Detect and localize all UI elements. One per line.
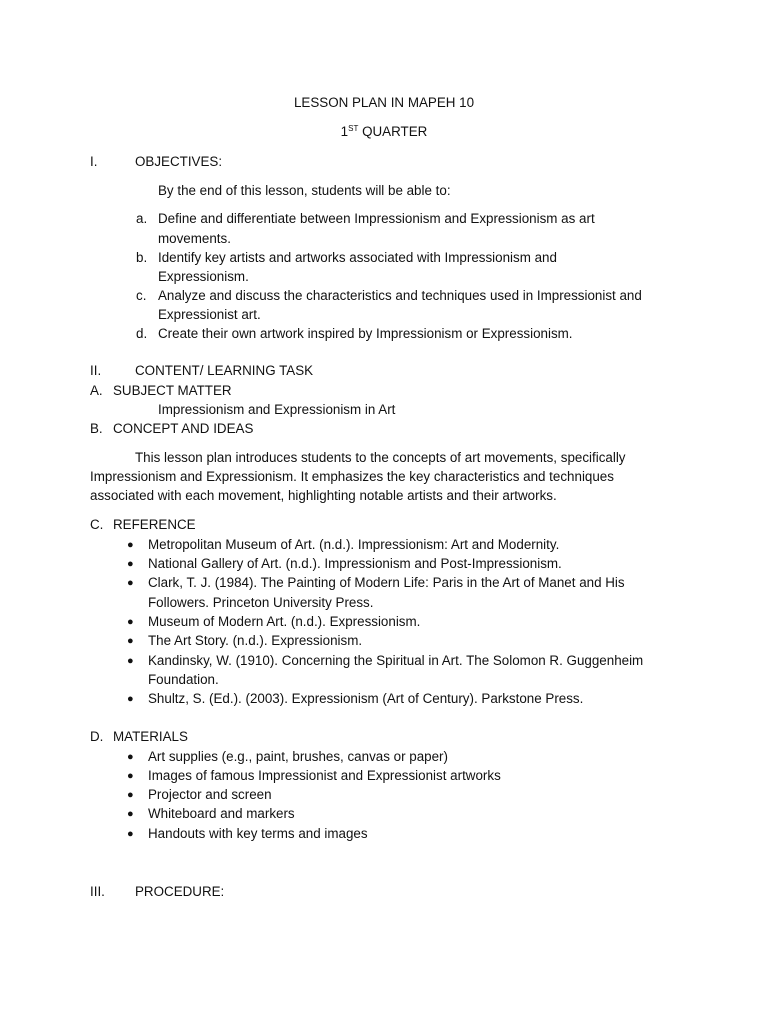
concept-heading: CONCEPT AND IDEAS <box>113 421 254 436</box>
reference-item: Kandinsky, W. (1910). Concerning the Spiritual in Art. The Solomon R. Guggenheim <box>148 653 644 668</box>
reference-item: Metropolitan Museum of Art. (n.d.). Impressionism: Art and Modernity. <box>148 537 560 552</box>
material-item: Art supplies (e.g., paint, brushes, canvas or paper) <box>148 749 448 764</box>
objective-marker: c. <box>136 288 147 303</box>
reference-item: National Gallery of Art. (n.d.). Impressionism and Post-Impressionism. <box>148 556 562 571</box>
materials-marker: D. <box>90 729 104 744</box>
objective-marker: d. <box>136 326 148 341</box>
objective-line: movements. <box>158 231 231 246</box>
bullet-icon: ● <box>127 751 134 763</box>
concept-marker: B. <box>90 421 103 436</box>
objective-line: Create their own artwork inspired by Impressionism or Expressionism. <box>158 326 573 341</box>
objective-line: Expressionism. <box>158 269 249 284</box>
objectives-numeral: I. <box>90 154 98 169</box>
reference-item: Shultz, S. (Ed.). (2003). Expressionism (Art of Century). Parkstone Press. <box>148 691 584 706</box>
subject-marker: A. <box>90 383 103 398</box>
bullet-icon: ● <box>127 655 134 667</box>
material-item: Images of famous Impressionist and Expressionist artworks <box>148 768 501 783</box>
objective-line: Define and differentiate between Impressionism and Expressionism as art <box>158 211 595 226</box>
objective-line: Identify key artists and artworks associated with Impressionism and <box>158 250 557 265</box>
bullet-icon: ● <box>127 828 134 840</box>
reference-item: Museum of Modern Art. (n.d.). Expressionism. <box>148 614 421 629</box>
quarter-heading <box>0 124 768 140</box>
bullet-icon: ● <box>127 789 134 801</box>
objective-line: Expressionist art. <box>158 307 261 322</box>
concept-paragraph-line: Impressionism and Expressionism. It emphasizes the key characteristics and techniques <box>90 469 614 484</box>
bullet-icon: ● <box>127 539 134 551</box>
reference-item-continuation: Followers. Princeton University Press. <box>148 595 374 610</box>
quarter-suffix: ST <box>348 124 359 133</box>
objective-marker: b. <box>136 250 148 265</box>
bullet-icon: ● <box>127 577 134 589</box>
bullet-icon: ● <box>127 635 134 647</box>
reference-item-continuation: Foundation. <box>148 672 219 687</box>
concept-paragraph-line: This lesson plan introduces students to the concepts of art movements, specifically <box>135 450 626 465</box>
quarter-word: QUARTER <box>362 124 428 139</box>
objective-line: Analyze and discuss the characteristics and techniques used in Impressionist and <box>158 288 642 303</box>
reference-heading: REFERENCE <box>113 517 196 532</box>
objectives-heading: OBJECTIVES: <box>135 154 223 169</box>
material-item: Projector and screen <box>148 787 272 802</box>
procedure-heading: PROCEDURE: <box>135 884 225 899</box>
objective-marker: a. <box>136 211 148 226</box>
document-title: LESSON PLAN IN MAPEH 10 <box>293 95 475 110</box>
material-item: Handouts with key terms and images <box>148 826 368 841</box>
bullet-icon: ● <box>127 808 134 820</box>
content-numeral: II. <box>90 363 102 378</box>
procedure-numeral: III. <box>90 884 105 899</box>
bullet-icon: ● <box>127 558 134 570</box>
bullet-icon: ● <box>127 770 134 782</box>
objectives-intro: By the end of this lesson, students will be able to: <box>158 183 451 198</box>
content-heading: CONTENT/ LEARNING TASK <box>135 363 314 378</box>
bullet-icon: ● <box>127 616 134 628</box>
bullet-icon: ● <box>127 693 134 705</box>
quarter-number: 1 <box>340 124 349 139</box>
reference-item: Clark, T. J. (1984). The Painting of Modern Life: Paris in the Art of Manet and His <box>148 575 625 590</box>
subject-text: Impressionism and Expressionism in Art <box>158 402 396 417</box>
material-item: Whiteboard and markers <box>148 806 295 821</box>
reference-item: The Art Story. (n.d.). Expressionism. <box>148 633 363 648</box>
subject-heading: SUBJECT MATTER <box>113 383 232 398</box>
reference-marker: C. <box>90 517 104 532</box>
concept-paragraph-line: associated with each movement, highlighting notable artists and their artworks. <box>90 488 557 503</box>
materials-heading: MATERIALS <box>113 729 188 744</box>
